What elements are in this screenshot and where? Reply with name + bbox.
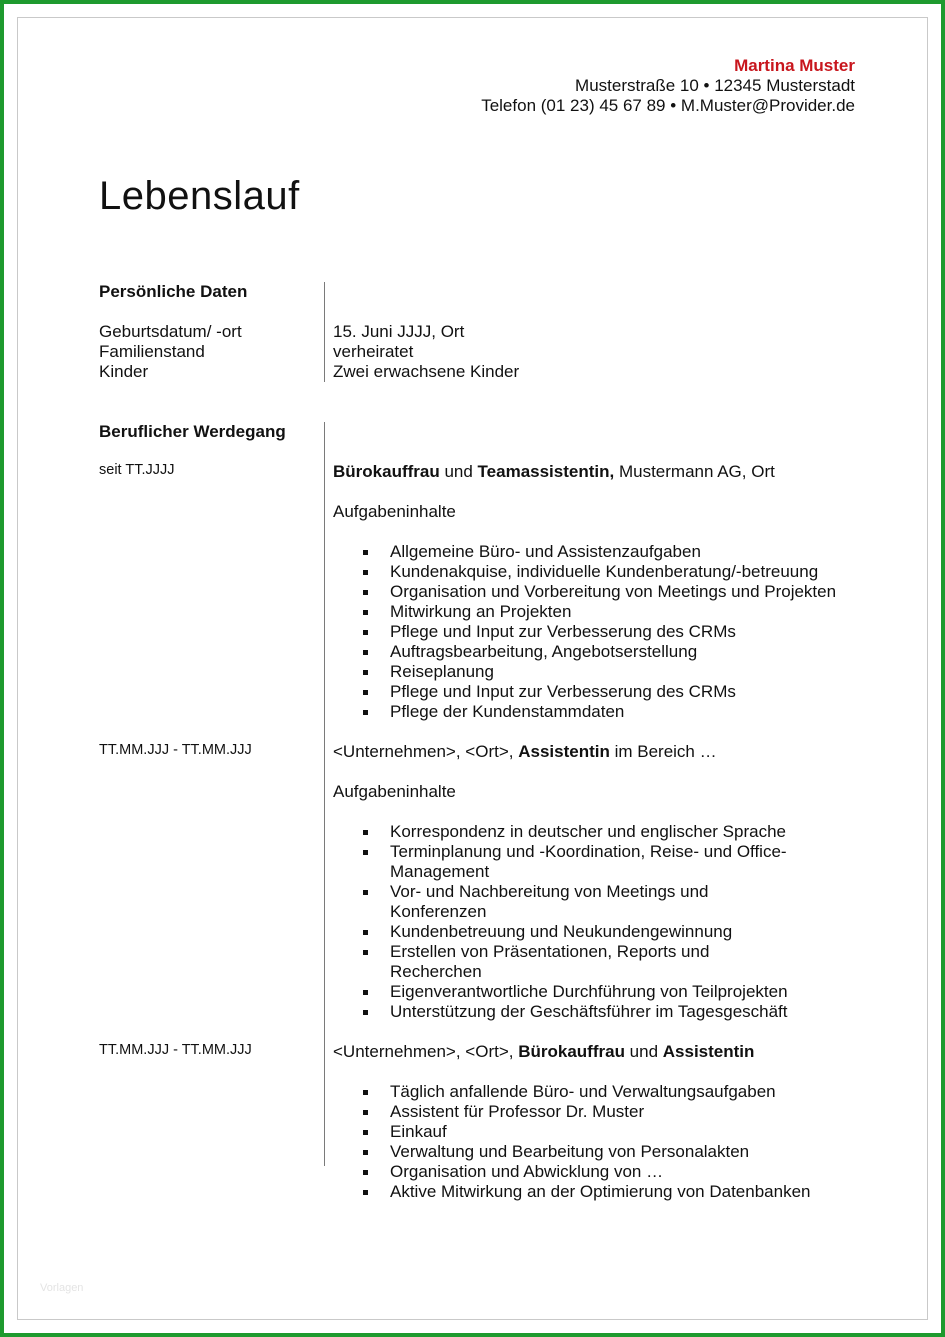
task-item: Mitwirkung an Projekten — [361, 602, 859, 622]
job-title-bold: Teamassistentin, — [477, 462, 615, 481]
job-title — [333, 1042, 859, 1062]
task-list — [333, 822, 801, 1022]
job-title-bold: Bürokauffrau — [333, 462, 440, 481]
personal-value: Zwei erwachsene Kinder — [333, 362, 520, 381]
applicant-contact: Telefon (01 23) 45 67 89 • M.Muster@Provider.de — [481, 96, 855, 115]
task-item: Aktive Mitwirkung an der Optimierung von Datenbanken — [361, 1182, 859, 1202]
personal-heading: Persönliche Daten — [99, 282, 248, 301]
job-title-text: <Unternehmen>, <Ort>, — [333, 1042, 519, 1061]
task-item: Verwaltung und Bearbeitung von Personalakten — [361, 1142, 859, 1162]
job-title-text: im Bereich … — [609, 742, 717, 761]
task-item: Täglich anfallende Büro- und Verwaltungsaufgaben — [361, 1082, 859, 1102]
personal-row — [99, 322, 859, 342]
personal-row — [99, 362, 859, 382]
task-item: Pflege der Kundenstammdaten — [361, 702, 859, 722]
task-item: Erstellen von Präsentationen, Reports und Recherchen — [361, 942, 801, 982]
personal-section — [99, 282, 859, 382]
task-item: Pflege und Input zur Verbesserung des CRMs — [361, 682, 859, 702]
task-item: Assistent für Professor Dr. Muster — [361, 1102, 859, 1122]
career-section — [99, 422, 859, 1202]
task-item: Allgemeine Büro- und Assistenzaufgaben — [361, 542, 859, 562]
job-title-bold: Bürokauffrau — [518, 1042, 625, 1061]
task-item: Pflege und Input zur Verbesserung des CRMs — [361, 622, 859, 642]
job-entry — [99, 1042, 859, 1202]
task-item: Vor- und Nachbereitung von Meetings und Konferenzen — [361, 882, 801, 922]
job-title-text: und — [439, 462, 478, 481]
tasks-label: Aufgabeninhalte — [333, 782, 456, 801]
task-list — [333, 542, 859, 722]
job-title-text: Mustermann AG, Ort — [614, 462, 775, 481]
job-date: TT.MM.JJJ - TT.MM.JJJ — [99, 1042, 252, 1058]
page-title: Lebenslauf — [99, 174, 300, 218]
personal-row — [99, 342, 859, 362]
personal-label: Familienstand — [99, 342, 205, 361]
personal-label: Kinder — [99, 362, 149, 381]
applicant-name: Martina Muster — [734, 56, 855, 75]
personal-value: verheiratet — [333, 342, 414, 361]
job-entry — [99, 742, 859, 1022]
contact-header — [481, 56, 855, 116]
task-item: Terminplanung und -Koordination, Reise- und Office-Management — [361, 842, 801, 882]
task-item: Eigenverantwortliche Durchführung von Teilprojekten — [361, 982, 801, 1002]
career-heading: Beruflicher Werdegang — [99, 422, 286, 441]
watermark: Vorlagen — [40, 1282, 84, 1294]
job-title-bold: Assistentin — [662, 1042, 755, 1061]
job-title-text: und — [624, 1042, 663, 1061]
task-item: Korrespondenz in deutscher und englischer Sprache — [361, 822, 801, 842]
job-title — [333, 462, 859, 482]
applicant-address: Musterstraße 10 • 12345 Musterstadt — [575, 76, 855, 95]
job-title-text: <Unternehmen>, <Ort>, — [333, 742, 519, 761]
job-date: seit TT.JJJJ — [99, 462, 175, 478]
personal-label: Geburtsdatum/ -ort — [99, 322, 242, 341]
task-item: Reiseplanung — [361, 662, 859, 682]
job-entry — [99, 462, 859, 722]
task-item: Auftragsbearbeitung, Angebotserstellung — [361, 642, 859, 662]
task-item: Kundenbetreuung und Neukundengewinnung — [361, 922, 801, 942]
task-item: Einkauf — [361, 1122, 859, 1142]
task-item: Kundenakquise, individuelle Kundenberatung/-betreuung — [361, 562, 859, 582]
personal-value: 15. Juni JJJJ, Ort — [333, 322, 465, 341]
job-title — [333, 742, 859, 762]
task-item: Unterstützung der Geschäftsführer im Tagesgeschäft — [361, 1002, 801, 1022]
task-item: Organisation und Abwicklung von … — [361, 1162, 859, 1182]
task-list — [333, 1082, 859, 1202]
job-date: TT.MM.JJJ - TT.MM.JJJ — [99, 742, 252, 758]
task-item: Organisation und Vorbereitung von Meetings und Projekten — [361, 582, 859, 602]
tasks-label: Aufgabeninhalte — [333, 502, 456, 521]
job-title-bold: Assistentin — [518, 742, 610, 761]
